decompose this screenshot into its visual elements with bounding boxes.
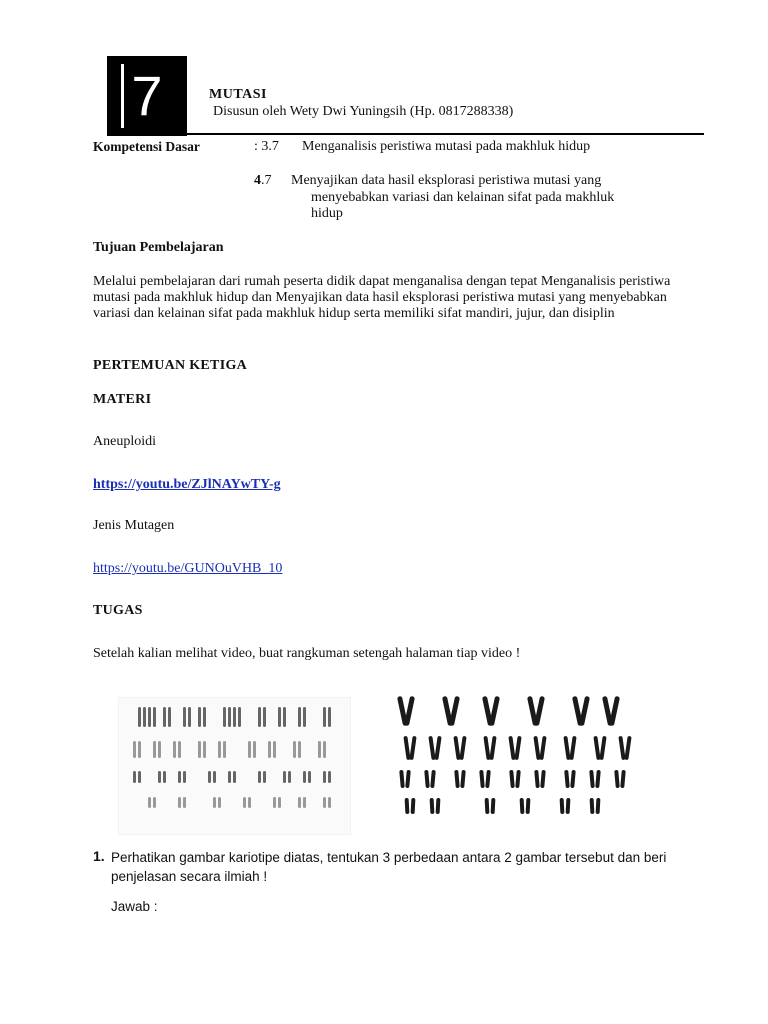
karyotype-image-abnormal (385, 688, 635, 828)
chromosome (183, 771, 186, 783)
chromosome (228, 707, 231, 727)
chromosome (213, 771, 216, 783)
chromosome (411, 798, 416, 814)
chromosome (168, 707, 171, 727)
kd1-text: Menganalisis peristiwa mutasi pada makhluk hidup (302, 139, 591, 154)
chromosome (258, 771, 261, 783)
chapter-title: MUTASI (209, 87, 267, 102)
chromosome (148, 797, 151, 808)
materi-topic-mutagen: Jenis Mutagen (93, 518, 175, 533)
chromosome (178, 797, 181, 808)
chromosome (566, 798, 571, 814)
chromosome (228, 771, 231, 783)
kd2-number-bold: 4 (254, 173, 261, 188)
chromosome (203, 707, 206, 727)
video-link-1[interactable]: https://youtu.be/ZJlNAYwTY-g (93, 477, 281, 492)
chromosome (436, 798, 441, 814)
question-text: Perhatikan gambar kariotipe diatas, tentukan 3 perbedaan antara 2 gambar tersebut dan beri penjelasan secara ilmiah ! (111, 850, 667, 884)
kd1-number: : 3.7 (254, 139, 279, 154)
tugas-instruction: Setelah kalian melihat video, buat rangkuman setengah halaman tiap video ! (93, 646, 521, 661)
chromosome (323, 771, 326, 783)
chromosome (163, 771, 166, 783)
chromosome (263, 771, 266, 783)
karyotype-image-normal (118, 697, 351, 835)
chromosome (298, 797, 301, 808)
chromosome (173, 741, 176, 758)
video-link-2[interactable]: https://youtu.be/GUNOuVHB_10 (93, 561, 283, 576)
chromosome (143, 707, 146, 727)
chromosome (323, 707, 326, 727)
chromosome (198, 707, 201, 727)
kd2-line3: hidup (311, 206, 343, 221)
chapter-author: Disusun oleh Wety Dwi Yuningsih (Hp. 0817288338) (213, 104, 514, 119)
tujuan-paragraph: Melalui pembelajaran dari rumah peserta didik dapat menganalisa dengan tepat Menganalisis peristiwa mutasi pada makhluk hidup dan Menyajikan data hasil eksplorasi peristiwa mutasi yang menyebabkan variasi dan kelainan sifat pada makhluk hidup serta memiliki sifat mandiri, jujur, dan disiplin (93, 274, 671, 321)
chromosome (303, 707, 306, 727)
tujuan-heading: Tujuan Pembelajaran (93, 240, 224, 255)
kd2-number (254, 173, 272, 189)
chromosome (520, 798, 525, 814)
pertemuan-heading: PERTEMUAN KETIGA (93, 358, 248, 373)
chromosome (273, 741, 276, 758)
chromosome (133, 771, 136, 783)
chromosome (183, 797, 186, 808)
chromosome (138, 771, 141, 783)
chromosome (158, 741, 161, 758)
chromosome (491, 798, 496, 814)
chromosome (158, 771, 161, 783)
chromosome (298, 707, 301, 727)
chromosome (248, 741, 251, 758)
chromosome (278, 707, 281, 727)
chromosome (526, 798, 531, 814)
chromosome (153, 797, 156, 808)
chromosome (243, 797, 246, 808)
chromosome (328, 797, 331, 808)
tugas-heading: TUGAS (93, 603, 143, 618)
chromosome (323, 797, 326, 808)
chromosome (308, 771, 311, 783)
chromosome (263, 707, 266, 727)
chapter-box-notch (121, 64, 124, 128)
materi-topic-aneuploidi: Aneuploidi (93, 434, 156, 449)
kd2-line1: Menyajikan data hasil eksplorasi peristiwa mutasi yang (291, 173, 602, 188)
chromosome (138, 707, 141, 727)
chromosome (298, 741, 301, 758)
kd2-number-rest: .7 (261, 173, 272, 188)
chromosome (405, 798, 410, 814)
chromosome (178, 741, 181, 758)
chromosome (268, 741, 271, 758)
chromosome (233, 707, 236, 727)
chromosome (248, 797, 251, 808)
chromosome (133, 741, 136, 758)
kompetensi-label: Kompetensi Dasar (93, 139, 200, 154)
chromosome (323, 741, 326, 758)
chromosome (148, 707, 151, 727)
kd2-text (291, 173, 661, 223)
chromosome (328, 771, 331, 783)
chromosome (238, 707, 241, 727)
chromosome (596, 798, 601, 814)
chromosome (233, 771, 236, 783)
chromosome (153, 707, 156, 727)
chromosome (258, 707, 261, 727)
chromosome (223, 707, 226, 727)
chromosome (430, 798, 435, 814)
chromosome (293, 741, 296, 758)
chromosome (188, 707, 191, 727)
chromosome (278, 797, 281, 808)
chromosome (218, 797, 221, 808)
chromosome (303, 797, 306, 808)
chapter-number: 7 (131, 64, 163, 127)
header-rule (186, 133, 704, 135)
answer-label: Jawab : (111, 899, 158, 914)
chromosome (318, 741, 321, 758)
chromosome (283, 771, 286, 783)
chromosome (273, 797, 276, 808)
chromosome (303, 771, 306, 783)
chromosome (288, 771, 291, 783)
chromosome (183, 707, 186, 727)
chromosome (590, 798, 595, 814)
chromosome (208, 771, 211, 783)
chromosome (485, 798, 490, 814)
chapter-number-box (107, 56, 187, 136)
materi-heading: MATERI (93, 392, 152, 407)
chromosome (138, 741, 141, 758)
question-number: 1. (93, 848, 105, 864)
chromosome (213, 797, 216, 808)
chromosome (163, 707, 166, 727)
chromosome (560, 798, 565, 814)
chromosome (198, 741, 201, 758)
kd2-line2: menyebabkan variasi dan kelainan sifat pada makhluk (311, 189, 615, 205)
chromosome (153, 741, 156, 758)
chromosome (328, 707, 331, 727)
chromosome (253, 741, 256, 758)
chromosome (203, 741, 206, 758)
chromosome (218, 741, 221, 758)
chromosome (178, 771, 181, 783)
chromosome (223, 741, 226, 758)
chromosome (283, 707, 286, 727)
